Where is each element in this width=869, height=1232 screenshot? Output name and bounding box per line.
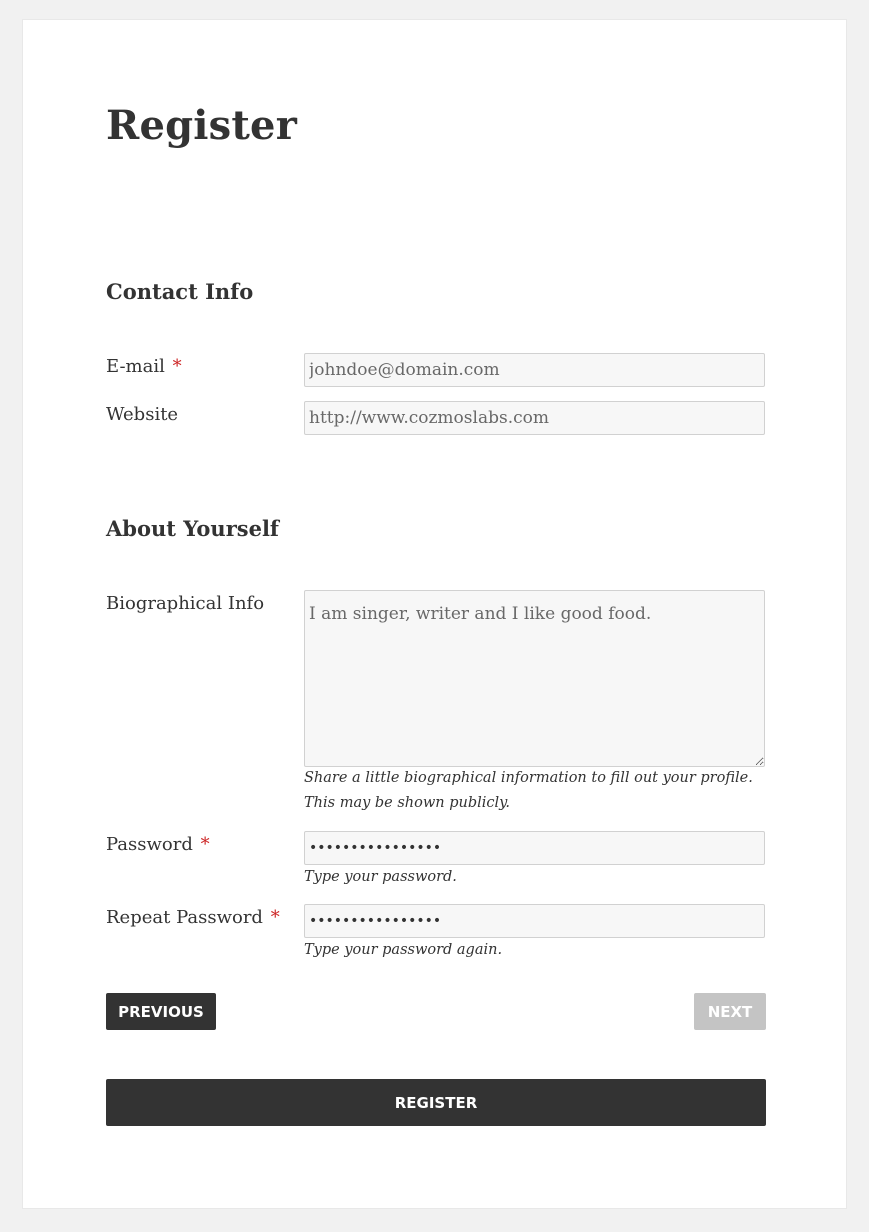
email-label <box>106 356 182 377</box>
registration-card <box>22 19 847 1209</box>
repeat-password-input[interactable] <box>304 904 765 938</box>
website-input[interactable] <box>304 401 765 435</box>
bio-hint <box>304 766 774 816</box>
section-title-about-yourself: About Yourself <box>106 516 279 541</box>
password-label <box>106 834 210 855</box>
repeat-password-hint: Type your password again. <box>304 942 503 958</box>
repeat-password-label <box>106 907 280 928</box>
password-input[interactable] <box>304 831 765 865</box>
repeat-password-required-mark: * <box>270 907 280 928</box>
bio-hint-line-2: This may be shown publicly. <box>304 795 511 811</box>
section-title-contact-info: Contact Info <box>106 279 254 304</box>
bio-label: Biographical Info <box>106 593 265 614</box>
password-hint: Type your password. <box>304 869 457 885</box>
page-title: Register <box>106 102 297 149</box>
next-button[interactable]: NEXT <box>694 993 766 1030</box>
previous-button[interactable]: PREVIOUS <box>106 993 216 1030</box>
bio-hint-line-1: Share a little biographical information to fill out your profile. <box>304 770 753 786</box>
bio-textarea[interactable] <box>304 590 765 767</box>
password-label-text: Password <box>106 834 193 855</box>
email-label-text: E-mail <box>106 356 165 377</box>
email-input[interactable] <box>304 353 765 387</box>
password-required-mark: * <box>200 834 210 855</box>
website-label: Website <box>106 404 179 425</box>
email-required-mark: * <box>172 356 182 377</box>
repeat-password-label-text: Repeat Password <box>106 907 263 928</box>
register-button[interactable]: REGISTER <box>106 1079 766 1126</box>
